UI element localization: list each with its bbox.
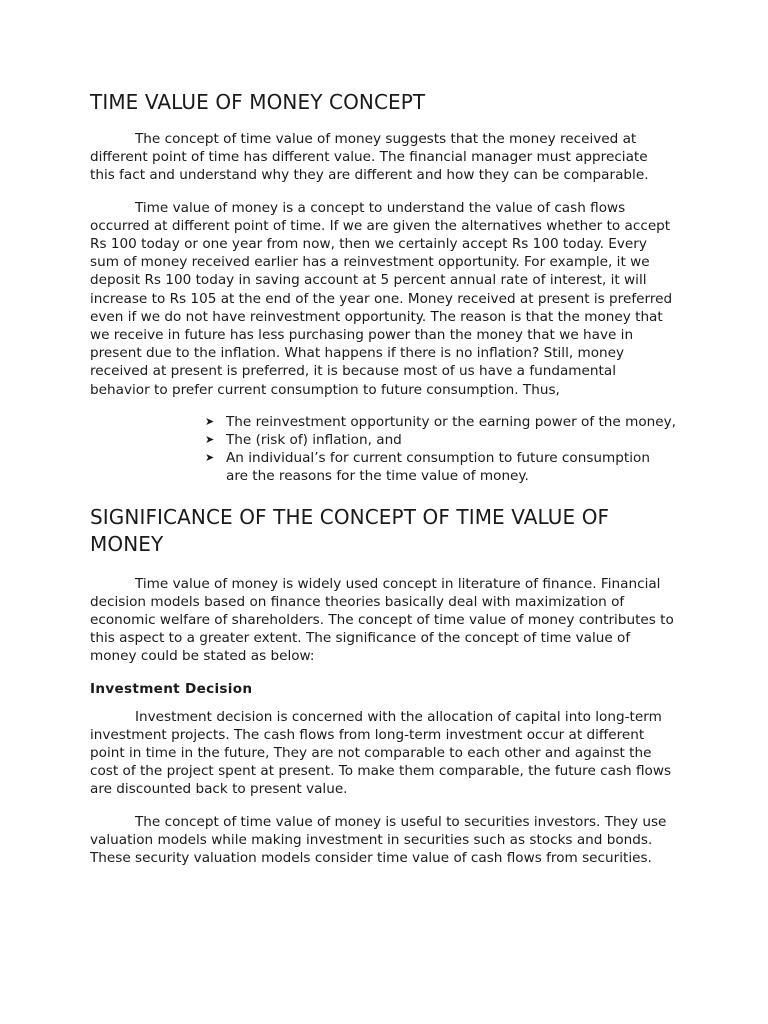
document-page bbox=[90, 89, 676, 881]
paragraph-securities: The concept of time value of money is useful to securities investors. They use valuation models while making investment in securities such as stocks and bonds. These security valuation models consider time value of cash flows from securities. bbox=[90, 813, 667, 867]
paragraph-intro: The concept of time value of money suggests that the money received at different point of time has different value. The financial manager must appreciate this fact and understand why they are different and how they can be comparable. bbox=[90, 131, 649, 184]
list-item-text: The reinvestment opportunity or the earning power of the money, bbox=[226, 413, 677, 430]
subheading-investment-decision: Investment Decision bbox=[90, 680, 253, 697]
paragraph-explanation: Time value of money is a concept to understand the value of cash flows occurred at different point of time. If we are given the alternatives whether to accept Rs 100 today or one year from now, then we certainly accept Rs 100 today. Every sum of money received earlier has a reinvestment opportunity. For example, it we deposit Rs 100 today in saving account at 5 percent annual rate of interest, it will increase to Rs 105 at the end of the year one. Money received at present is preferred even if we do not have reinvestment opportunity. The reason is that the money that we receive in future has less purchasing power than the money that we have in present due to the inflation. What happens if there is no inflation? Still, money received at present is preferred, it is because most of us have a fundamental behavior to prefer current consumption to future consumption. Thus, bbox=[90, 199, 673, 398]
section-heading: SIGNIFICANCE OF THE CONCEPT OF TIME VALUE OF MONEY bbox=[90, 504, 610, 556]
list-item bbox=[205, 413, 676, 431]
list-item bbox=[205, 431, 676, 449]
list-item-text: The (risk of) inflation, and bbox=[226, 432, 402, 449]
paragraph-investment: Investment decision is concerned with the allocation of capital into long-term investment projects. The cash flows from long-term investment occur at different point in time in the future, They are not comparable to each other and against the cost of the project spent at present. To make them comparable, the future cash flows are discounted back to present value. bbox=[90, 708, 672, 798]
arrow-bullet-icon: ➤ bbox=[205, 433, 215, 447]
paragraph-significance: Time value of money is widely used concept in literature of finance. Financial decision models based on finance theories basically deal with maximization of economic welfare of shareholders. The concept of time value of money contributes to this aspect to a greater extent. The significance of the concept of time value of money could be stated as below: bbox=[90, 575, 674, 665]
arrow-bullet-icon: ➤ bbox=[205, 451, 215, 465]
list-item-text: An individual’s for current consumption to future consumption are the reasons for the time value of money. bbox=[226, 450, 650, 485]
page-title: TIME VALUE OF MONEY CONCEPT bbox=[90, 90, 426, 114]
reasons-list bbox=[90, 413, 676, 486]
arrow-bullet-icon: ➤ bbox=[205, 414, 215, 428]
list-item bbox=[205, 449, 676, 485]
